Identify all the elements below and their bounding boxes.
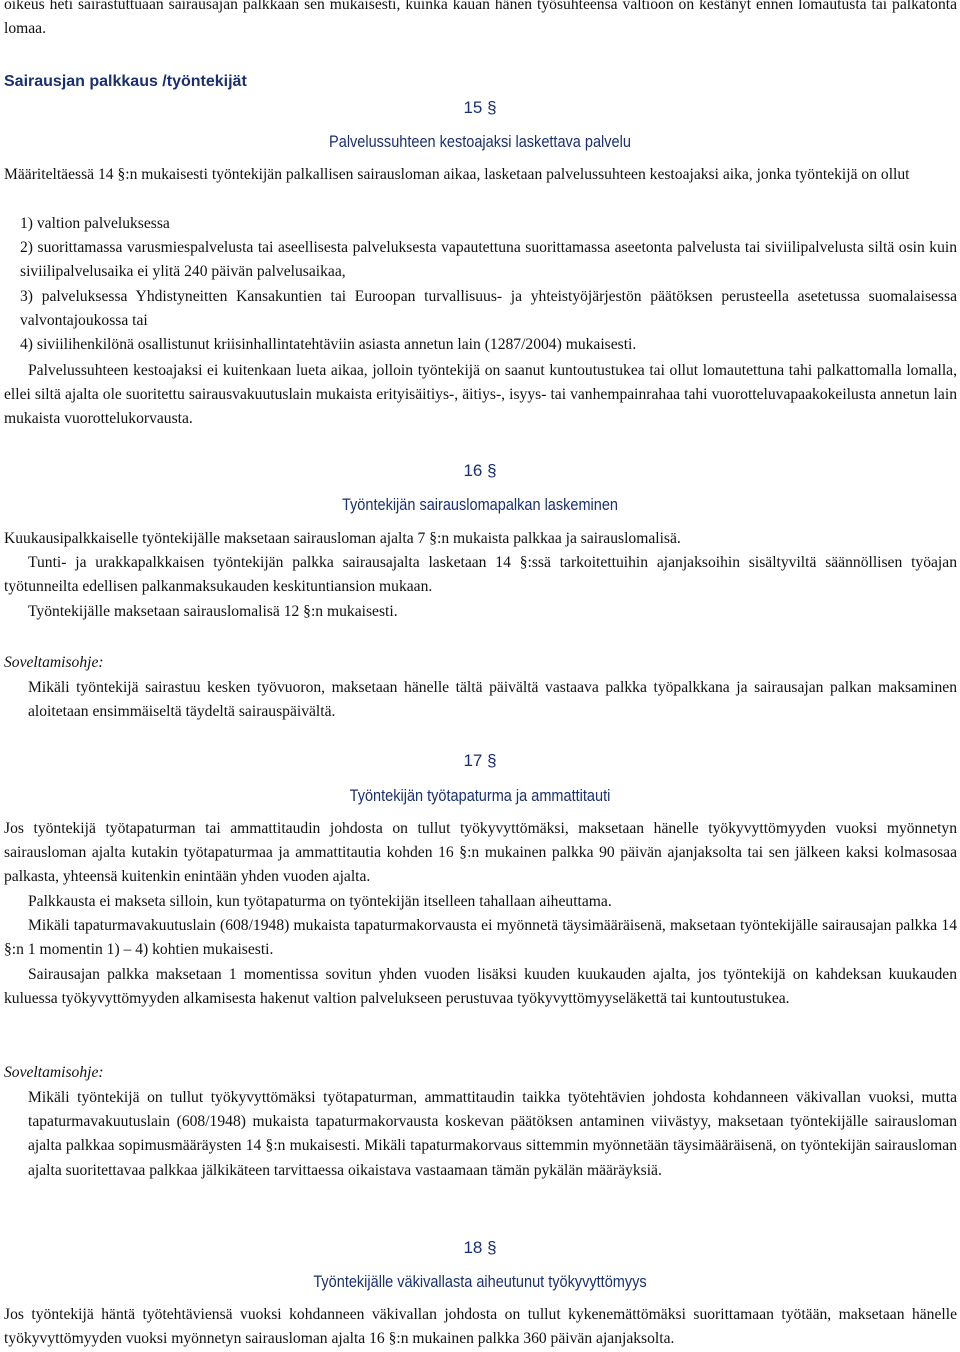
- list-item: 2) suorittamassa varusmiespalvelusta tai aseellisesta palveluksesta vapautettuna suorittamassa aseetonta palvelusta tai siviilipalvelusta siltä osin kuin siviilipalvelusaika ei ylitä 240 päivän palvelusaikaa,: [20, 239, 957, 281]
- application-note-text: Mikäli työntekijä on tullut työkyvyttömäksi työtapaturman, ammattitaudin taikka työtehtävien johdosta kohdanneen väkivallan vuoksi, mutta tapaturmavakuutuslain (608/1948) mukaista tapaturmakorvausta koskevan päätöksen antaminen viivästyy, maksetaan työntekijälle sairausloman ajalta palkkaa sopimusmääräysten 14 §:n mukaisesti. Mikäli tapaturmakorvaus sittemmin myönnetään täysimääräisenä, on työntekijän sairausloman ajalta suoritettavaa palkkaa jälkikäteen tarvittaessa oikaistava vastaamaan tämän pykälän määräyksiä.: [28, 1089, 957, 1179]
- section-15-paragraph: Palvelussuhteen kestoajaksi ei kuitenkaan lueta aikaa, jolloin työntekijä on saanut kuntoutustukea tai ollut lomautettuna tahi palkattomalla lomalla, ellei siltä ajalta ole suoritettu sairausvakuutuslain mukaista erityisäitiys-, äitiys-, isyys- tai vanhempainrahaa tahi vuorotteluvapaakokeilusta annetun lain mukaista vuorottelukorvausta.: [4, 362, 957, 428]
- intro-paragraph: oikeus heti sairastuttuaan sairausajan palkkaan sen mukaisesti, kuinka kauan hänen työsuhteensa valtioon on kestänyt ennen lomautusta tai palkatonta lomaa.: [4, 0, 957, 38]
- list-item: 1) valtion palveluksessa: [20, 215, 170, 232]
- section-17-paragraph: Sairausajan palkka maksetaan 1 momentissa sovitun yhden vuoden lisäksi kuuden kuukauden ajalta, jos työntekijä on kahdeksan kuukauden kuluessa työkyvyttömyyden alkamisesta hakenut valtion palvelukseen perustuvaa työkyvyttömyyseläkettä tai kuntoutustukea.: [4, 966, 957, 1008]
- section-18-number: 18 §: [463, 1238, 497, 1257]
- section-17-number: 17 §: [463, 751, 497, 770]
- section-15-item-list: [4, 212, 957, 357]
- lead-heading: Sairausjan palkkaus /työntekijät: [4, 73, 247, 90]
- section-16-paragraph: Tunti- ja urakkapalkkaisen työntekijän palkka sairausajalta lasketaan 14 §:ssä tarkoitettuihin ajanjaksoihin sisältyviltä säännöllisen työajan työtunneilta edellisen palkanmaksukauden keskituntiansion mukaan.: [4, 554, 957, 596]
- section-17-paragraph: Palkkausta ei makseta silloin, kun työtapaturma on työntekijän itselleen tahallaan aiheuttama.: [28, 893, 612, 910]
- section-17-paragraph: Jos työntekijä työtapaturman tai ammattitaudin johdosta on tullut työkyvyttömäksi, maksetaan hänelle työkyvyttömyyden vuoksi myönnetyn sairausloman ajalta kutakin työtapaturmaa ja ammattitautia kohden 16 §:n mukainen palkka 90 päivän ajanjaksolta tai sen jälkeen kaksi kolmasosaa palkasta, yhteensä kuitenkin enintään yhden vuoden ajalta.: [4, 820, 957, 886]
- section-18-title: Työntekijälle väkivallasta aiheutunut työkyvyttömyys: [313, 1273, 647, 1291]
- section-16-paragraph: Työntekijälle maksetaan sairauslomalisä 12 §:n mukaisesti.: [28, 603, 398, 620]
- section-17-paragraph: Mikäli tapaturmavakuutuslain (608/1948) mukaista tapaturmakorvausta ei myönnetä täysimääräisenä, maksetaan työntekijälle sairausajan palkka 14 §:n 1 momentin 1) – 4) kohtien mukaisesti.: [4, 917, 957, 959]
- section-16-paragraph: Kuukausipalkkaiselle työntekijälle maksetaan sairausloman ajalta 7 §:n mukaista palkkaa ja sairauslomalisä.: [4, 530, 681, 547]
- section-16-title: Työntekijän sairauslomapalkan laskeminen: [341, 496, 619, 514]
- section-17-title: Työntekijän työtapaturma ja ammattitauti: [349, 787, 611, 805]
- section-18-paragraph: Jos työntekijä häntä työtehtäviensä vuoksi kohdanneen väkivallan johdosta on tullut kykenemättömäksi suorittamaan työtään, maksetaan hänelle työkyvyttömyyden vuoksi myönnetyn sairausloman ajalta 16 §:n mukainen palkka 360 päivän ajanjaksolta.: [4, 1306, 957, 1348]
- list-item: 4) siviilihenkilönä osallistunut kriisinhallintatehtäviin asiasta annetun lain (1287/2004) mukaisesti.: [20, 336, 637, 354]
- application-note-label: Soveltamisohje:: [4, 654, 104, 671]
- application-note-text: Mikäli työntekijä sairastuu kesken työvuoron, maksetaan hänelle tältä päivältä vastaava palkka työpalkkana ja sairausajan palkan maksaminen aloitetaan ensimmäiseltä täydeltä sairauspäivältä.: [28, 679, 957, 721]
- section-15-number: 15 §: [463, 98, 497, 117]
- section-15-title: Palvelussuhteen kestoajaksi laskettava palvelu: [329, 133, 631, 151]
- application-note-label: Soveltamisohje:: [4, 1064, 104, 1081]
- section-15-intro-paragraph: Määriteltäessä 14 §:n mukaisesti työntekijän palkallisen sairausloman aikaa, lasketaan palvelussuhteen kestoajaksi aika, jonka työntekijä on ollut: [4, 166, 910, 183]
- list-item: 3) palveluksessa Yhdistyneitten Kansakuntien tai Euroopan turvallisuus- ja yhteistyöjärjestön päätöksen perusteella asetetussa suomalaisessa valvontajoukossa tai: [20, 287, 957, 329]
- section-16-number: 16 §: [463, 461, 497, 480]
